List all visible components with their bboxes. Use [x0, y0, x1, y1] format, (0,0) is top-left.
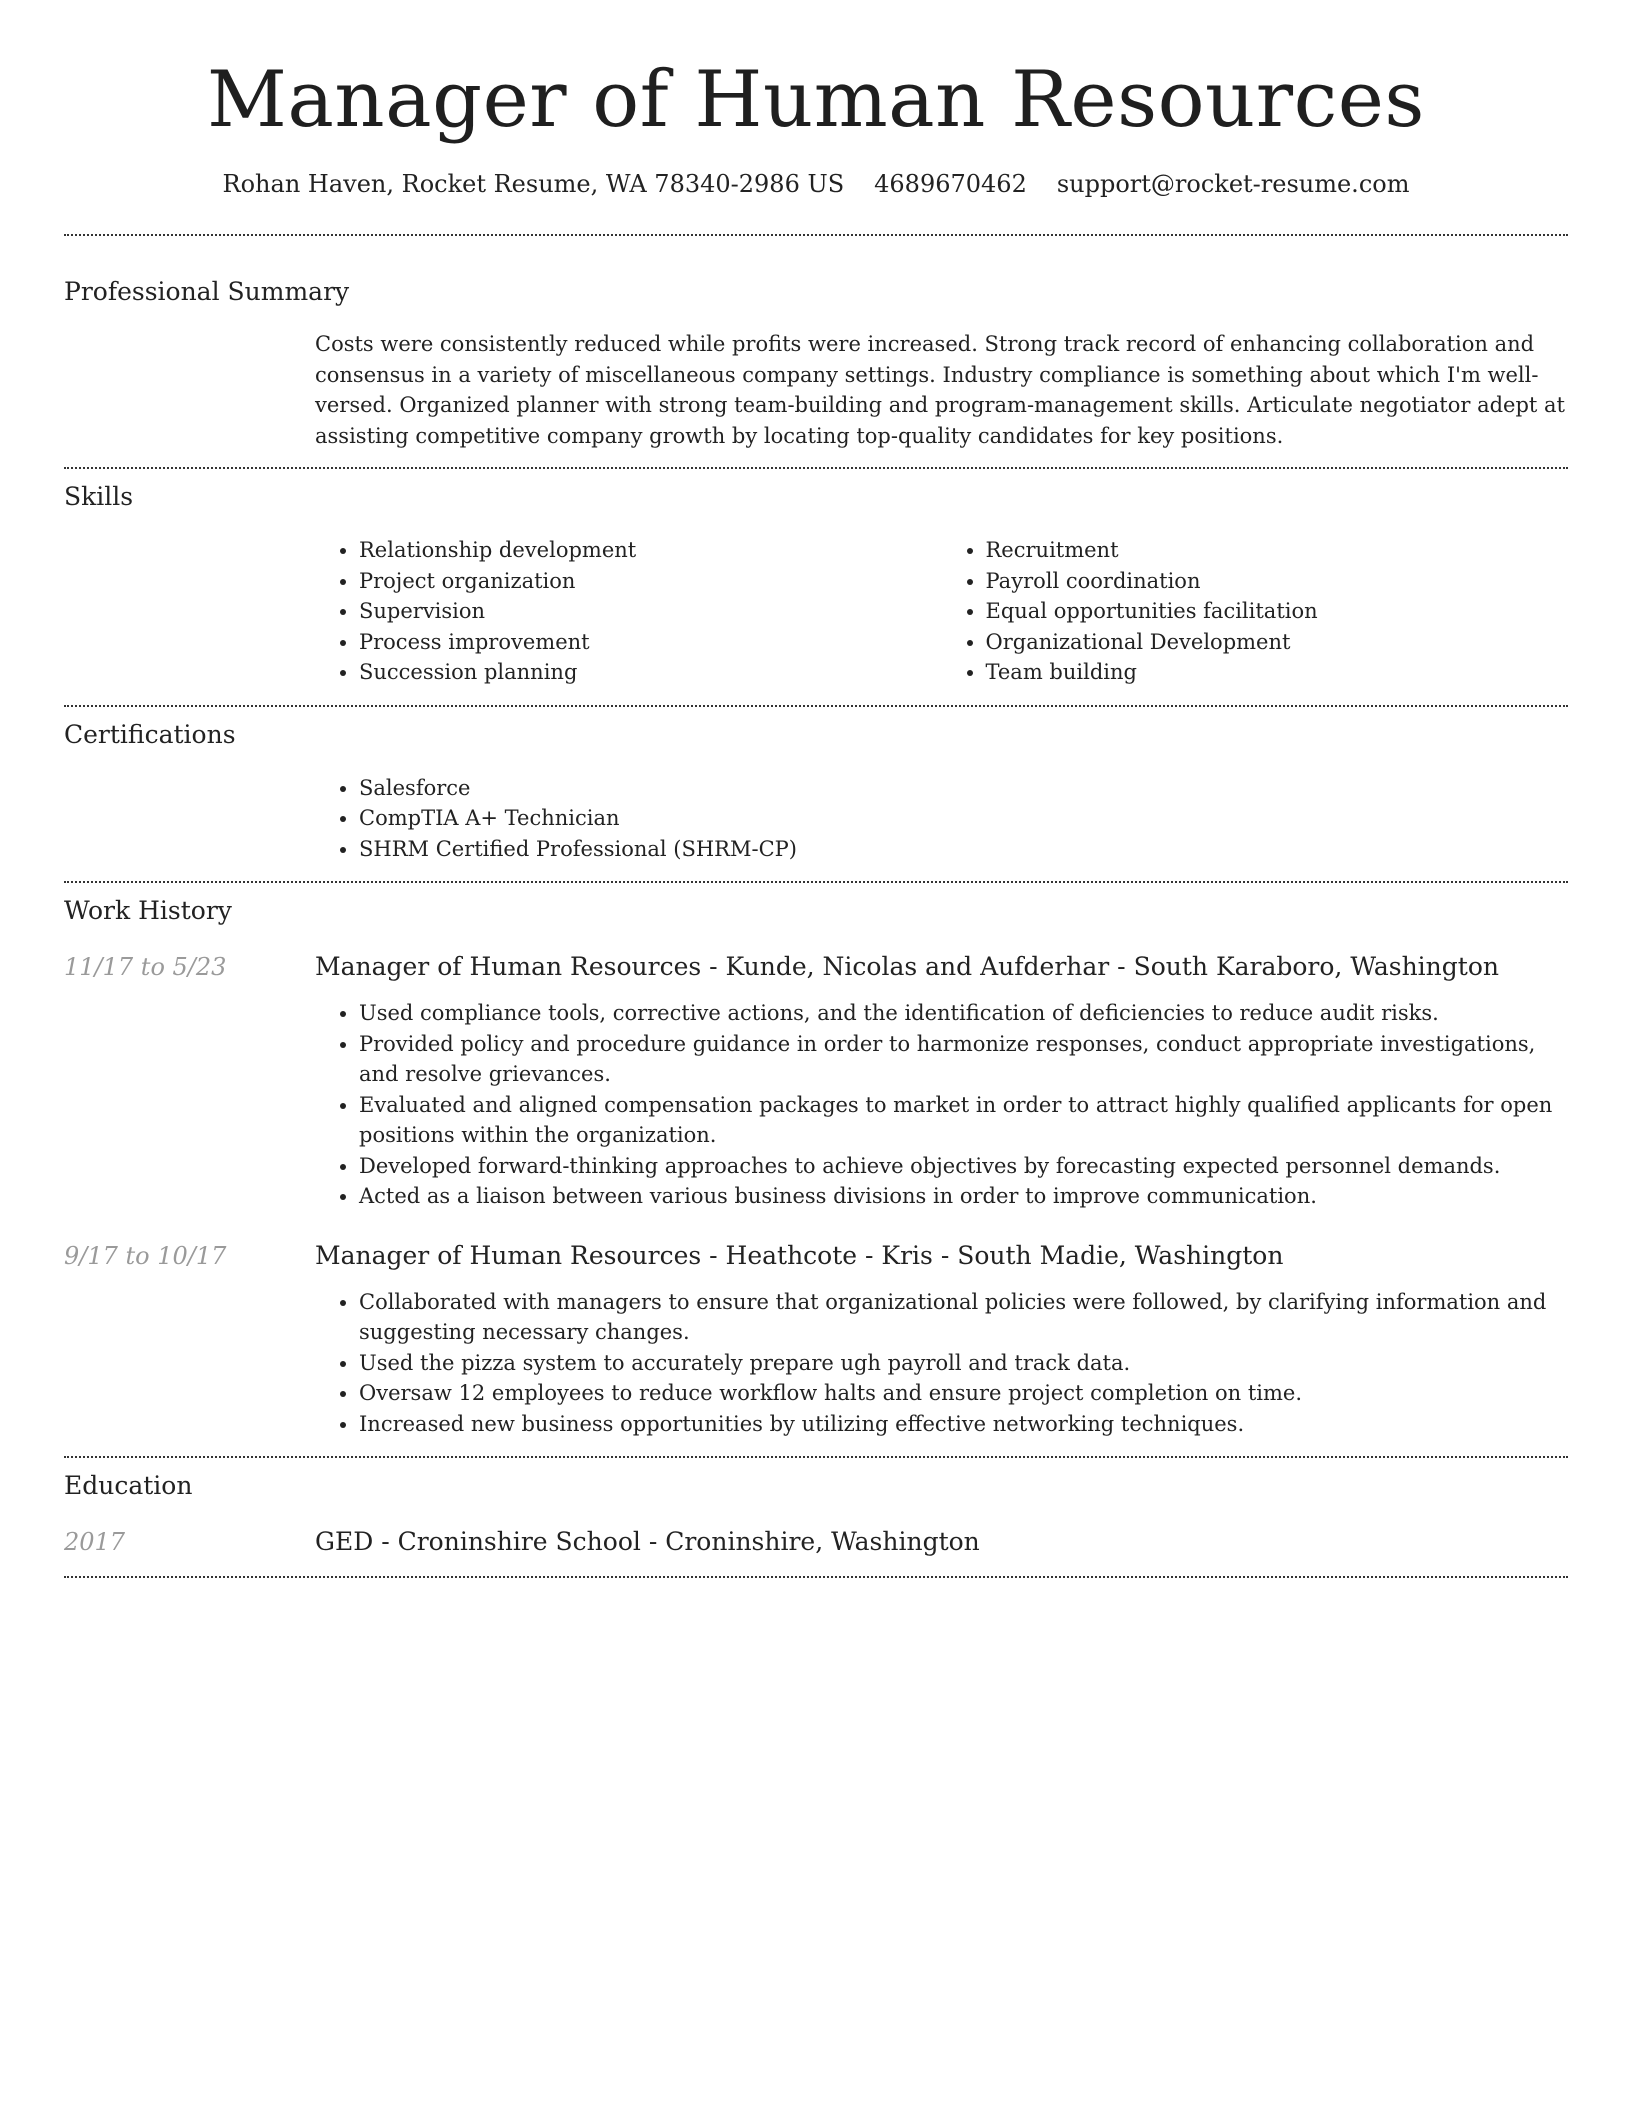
job-details [315, 998, 1568, 1212]
contact-address: Rohan Haven, Rocket Resume, WA 78340-2986 US [222, 170, 845, 198]
work-history-section [64, 895, 1568, 1439]
job-bullet: • Used the pizza system to accurately prepare ugh payroll and track data. [359, 1348, 1568, 1379]
certification-item: • CompTIA A+ Technician [359, 803, 1568, 834]
job-title: Manager of Human Resources - Kunde, Nicolas and Aufderhar - South Karaboro, Washington [315, 952, 1499, 981]
education-title: GED - Croninshire School - Croninshire, Washington [315, 1527, 980, 1556]
skill-item: • Recruitment [986, 535, 1569, 566]
skill-item: • Process improvement [359, 627, 942, 658]
job-header [64, 951, 1568, 983]
skills-list-left [315, 535, 942, 688]
education-heading: Education [64, 1471, 193, 1500]
job-title: Manager of Human Resources - Heathcote - Kris - South Madie, Washington [315, 1240, 1284, 1270]
divider [64, 705, 1568, 707]
job-dates: 9/17 to 10/17 [64, 1241, 227, 1270]
certification-item: • SHRM Certified Professional (SHRM-CP) [359, 834, 1568, 865]
skill-item: • Project organization [359, 566, 942, 597]
job-bullet: • Acted as a liaison between various business divisions in order to improve communication. [359, 1181, 1568, 1212]
divider [64, 881, 1568, 883]
contact-phone[interactable]: 4689670462 [874, 170, 1027, 198]
skill-item: • Relationship development [359, 535, 942, 566]
divider [64, 467, 1568, 469]
skill-item: • Supervision [359, 596, 942, 627]
job-bullet: • Oversaw 12 employees to reduce workflow halts and ensure project completion on time. [359, 1378, 1568, 1409]
summary-heading: Professional Summary [64, 277, 350, 306]
education-entry [64, 1526, 1568, 1558]
contact-email[interactable]: support@rocket-resume.com [1056, 170, 1410, 198]
job-entry [64, 951, 1568, 1212]
resume-title: Manager of Human Resources [207, 55, 1425, 145]
job-bullet: • Developed forward-thinking approaches to achieve objectives by forecasting expected personnel demands. [359, 1151, 1568, 1182]
job-bullets [315, 1287, 1568, 1440]
skills-list-right [942, 535, 1569, 688]
work-history-heading: Work History [64, 896, 232, 925]
job-bullet: • Used compliance tools, corrective actions, and the identification of deficiencies to reduce audit risks. [359, 998, 1568, 1029]
job-details [315, 1287, 1568, 1440]
job-entry [64, 1240, 1568, 1440]
skills-section [64, 481, 1568, 688]
certification-item: • Salesforce [359, 773, 1568, 804]
resume-page [64, 0, 1568, 1578]
summary-section [64, 276, 1568, 451]
skill-item: • Team building [986, 657, 1569, 688]
summary-text: Costs were consistently reduced while profits were increased. Strong track record of enhancing collaboration and consensus in a variety of miscellaneous company settings. Industry compliance is something about which I'm well-versed. Organized planner with strong team-building and program-management skills. Articulate negotiator adept at assisting competitive company growth by locating top-quality candidates for key positions. [315, 332, 1565, 448]
contact-line [64, 168, 1568, 200]
job-bullet: • Evaluated and aligned compensation packages to market in order to attract highly qualified applicants for open positions within the organization. [359, 1090, 1568, 1151]
job-bullet: • Collaborated with managers to ensure that organizational policies were followed, by clarifying information and suggesting necessary changes. [359, 1287, 1568, 1348]
education-section [64, 1470, 1568, 1558]
divider [64, 1576, 1568, 1578]
divider [64, 1456, 1568, 1458]
job-bullet: • Provided policy and procedure guidance in order to harmonize responses, conduct appropriate investigations, and resolve grievances. [359, 1029, 1568, 1090]
education-year: 2017 [64, 1528, 126, 1556]
certifications-list [315, 773, 1568, 865]
job-dates: 11/17 to 5/23 [64, 953, 227, 981]
divider [64, 234, 1568, 236]
skill-item: • Payroll coordination [986, 566, 1569, 597]
job-header [64, 1240, 1568, 1272]
job-bullet: • Increased new business opportunities by utilizing effective networking techniques. [359, 1409, 1568, 1440]
skills-heading: Skills [64, 482, 134, 511]
skill-item: • Equal opportunities facilitation [986, 596, 1569, 627]
certifications-section [64, 719, 1568, 865]
skills-grid [315, 535, 1568, 688]
skill-item: • Organizational Development [986, 627, 1569, 658]
skill-item: • Succession planning [359, 657, 942, 688]
certifications-heading: Certifications [64, 719, 236, 749]
certifications-body [315, 773, 1568, 865]
job-bullets [315, 998, 1568, 1212]
